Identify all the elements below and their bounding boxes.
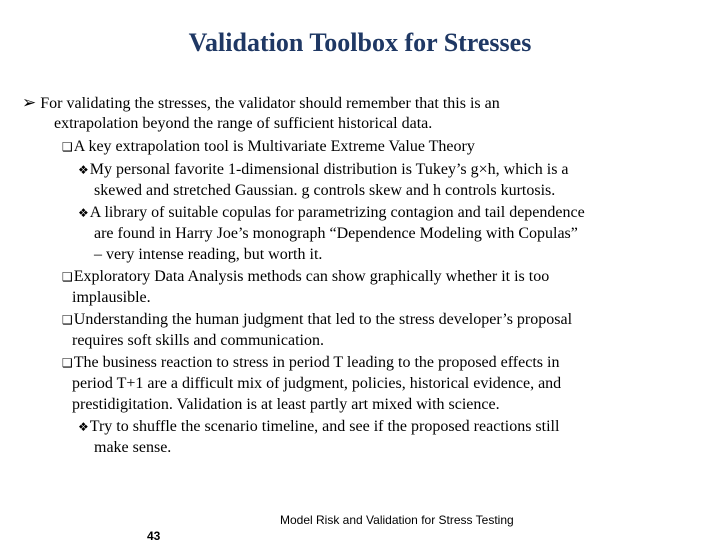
bullet-line: ❑Exploratory Data Analysis methods can show graphically whether it is too [62,266,549,288]
bullet-line: requires soft skills and communication. [72,332,324,349]
bullet-line: prestidigitation. Validation is at least partly art mixed with science. [72,396,500,413]
bullet-line: period T+1 are a difficult mix of judgment, policies, historical evidence, and [72,375,562,392]
bullet-line: skewed and stretched Gaussian. g controls skew and h controls kurtosis. [94,182,556,199]
square-bullet-icon: ❑ [62,270,73,284]
bullet-line: implausible. [72,289,151,306]
bullet-line: extrapolation beyond the range of sufficient historical data. [54,115,433,132]
bullet-line: ❑A key extrapolation tool is Multivariate Extreme Value Theory [62,136,475,158]
square-bullet-icon: ❑ [62,140,73,154]
slide-title: Validation Toolbox for Stresses [188,28,532,57]
bullet-line: ❑The business reaction to stress in period T leading to the proposed effects in [62,352,559,374]
bullet-line: ❑Understanding the human judgment that led to the stress developer’s proposal [62,309,572,331]
square-bullet-icon: ❑ [62,313,73,327]
arrow-bullet-icon: ➢ [22,93,37,112]
diamond-bullet-icon: ❖ [78,163,89,177]
diamond-bullet-icon: ❖ [78,206,89,220]
page-number: 43 [147,529,161,543]
diamond-bullet-icon: ❖ [78,420,89,434]
bullet-line: ➢ For validating the stresses, the validator should remember that this is an [22,93,500,112]
bullet-line: make sense. [94,439,172,456]
slide-footer: Model Risk and Validation for Stress Testing [280,513,514,527]
bullet-line: – very intense reading, but worth it. [94,246,323,263]
bullet-line: ❖Try to shuffle the scenario timeline, and see if the proposed reactions still [78,416,559,438]
bullet-line: ❖My personal favorite 1-dimensional distribution is Tukey’s g×h, which is a [78,159,569,181]
bullet-line: are found in Harry Joe’s monograph “Dependence Modeling with Copulas” [94,225,578,242]
bullet-line: ❖A library of suitable copulas for parametrizing contagion and tail dependence [78,202,585,224]
square-bullet-icon: ❑ [62,356,73,370]
